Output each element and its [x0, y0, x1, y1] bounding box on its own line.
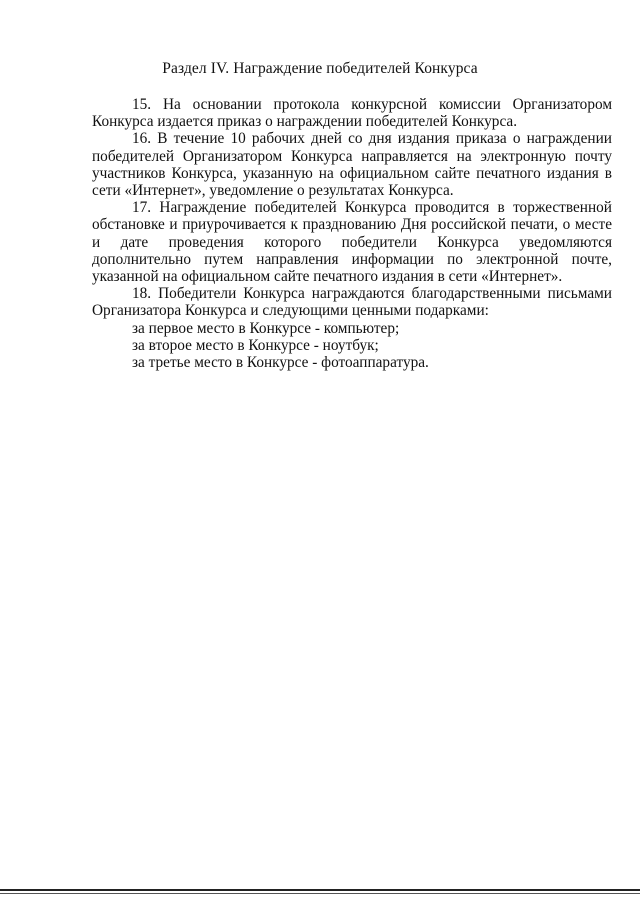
- paragraph-17: 17. Награждение победителей Конкурса проводится в торжественной обстановке и приурочивается к празднованию Дня российской печати, о месте и дате проведения которого победители Конкурса уведомляются дополнительно путем направления информации по электронной почте, указанной на официальном сайте печатного издания в сети «Интернет».: [92, 199, 612, 286]
- scan-edge-line-thin: [0, 893, 640, 894]
- scan-edge-line: [0, 889, 640, 891]
- prize-third-place: за третье место в Конкурсе - фотоаппаратура.: [132, 354, 429, 372]
- prize-second-place: за второе место в Конкурсе - ноутбук;: [132, 336, 379, 354]
- paragraph-15: 15. На основании протокола конкурсной комиссии Организатором Конкурса издается приказ о награждении победителей Конкурса.: [92, 96, 612, 131]
- section-title: Раздел IV. Награждение победителей Конкурса: [162, 60, 478, 77]
- prize-first-place: за первое место в Конкурсе - компьютер;: [132, 319, 400, 337]
- paragraph-18: 18. Победители Конкурса награждаются благодарственными письмами Организатора Конкурса и следующими ценными подарками:: [92, 285, 612, 320]
- document-body: [92, 96, 612, 371]
- paragraph-16: 16. В течение 10 рабочих дней со дня издания приказа о награждении победителей Организатором Конкурса направляется на электронную почту участников Конкурса, указанную на официальном сайте печатного издания в сети «Интернет», уведомление о результатах Конкурса.: [92, 130, 612, 200]
